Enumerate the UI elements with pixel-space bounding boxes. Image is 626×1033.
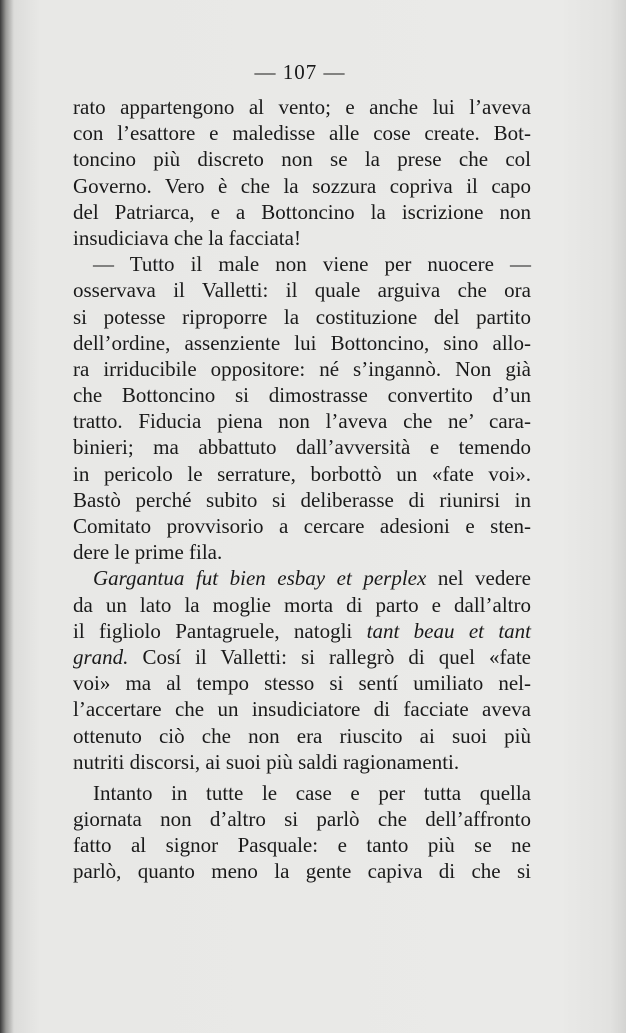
text-line: parlò, quanto meno la gente capiva di che si (73, 859, 531, 884)
text-line: dere le prime fila. (73, 540, 223, 565)
text-line: ottenuto ciò che non era riuscito ai suoi più (73, 723, 531, 748)
text-line: Comitato provvisorio a cercare adesioni e sten- (73, 514, 531, 538)
text-line: si potesse riproporre la costituzione del partito (73, 304, 531, 329)
text-line: con l’esattore e maledisse alle cose create. Bot- (73, 121, 531, 146)
text-line: nutriti discorsi, ai suoi più saldi ragionamenti. (73, 749, 460, 774)
italic-quote: grand. (73, 644, 129, 669)
text-line: del Patriarca, e a Bottoncino la iscrizione non (73, 199, 531, 224)
text-line: insudiciava che la facciata! (73, 225, 301, 250)
text-line: rato appartengono al vento; e anche lui l’aveva (73, 95, 531, 119)
text-line: dell’ordine, assenziente lui Bottoncino, sino allo- (73, 330, 531, 355)
text-line: grand. Cosí il Valletti: si rallegrò di quel «fate (73, 644, 531, 669)
body-text (73, 94, 531, 885)
text-line: binieri; ma abbattuto dall’avversità e temendo (73, 435, 531, 460)
text-line: — Tutto il male non viene per nuocere — (93, 252, 531, 277)
text-line: giornata non d’altro si parlò che dell’affronto (73, 807, 531, 832)
text-line: ra irriducibile oppositore: né s’ingannò. Non già (73, 356, 531, 381)
text-line: il figliolo Pantagruele, natogli tant beau et tant (73, 618, 531, 643)
text-line: fatto al signor Pasquale: e tanto più se ne (73, 833, 531, 858)
text-line: Intanto in tutte le case e per tutta quella (93, 780, 531, 805)
text-line: da un lato la moglie morta di parto e dall’altro (73, 592, 531, 617)
text-line: osservava il Valletti: il quale arguiva che ora (73, 278, 531, 303)
text-line: Governo. Vero è che la sozzura copriva il capo (73, 173, 531, 198)
text-line: Bastò perché subito si deliberasse di riunirsi in (73, 487, 531, 512)
text-line: tratto. Fiducia piena non l’aveva che ne’ cara- (73, 409, 531, 434)
text-line: in pericolo le serrature, borbottò un «fate voi». (73, 461, 531, 486)
italic-quote: Gargantua fut bien esbay et perplex (93, 566, 427, 591)
text-line: voi» ma al tempo stesso si sentí umiliato nel- (73, 671, 531, 696)
italic-quote: tant beau et tant (366, 618, 531, 643)
text-line: l’accertare che un insudiciatore di facciate aveva (73, 697, 531, 722)
text-line: toncino più discreto non se la prese che col (73, 147, 531, 172)
page-number: — 107 — (254, 60, 346, 84)
text-line: che Bottoncino si dimostrasse convertito d’un (73, 383, 531, 408)
text-line: Gargantua fut bien esbay et perplex nel vedere (93, 566, 531, 591)
